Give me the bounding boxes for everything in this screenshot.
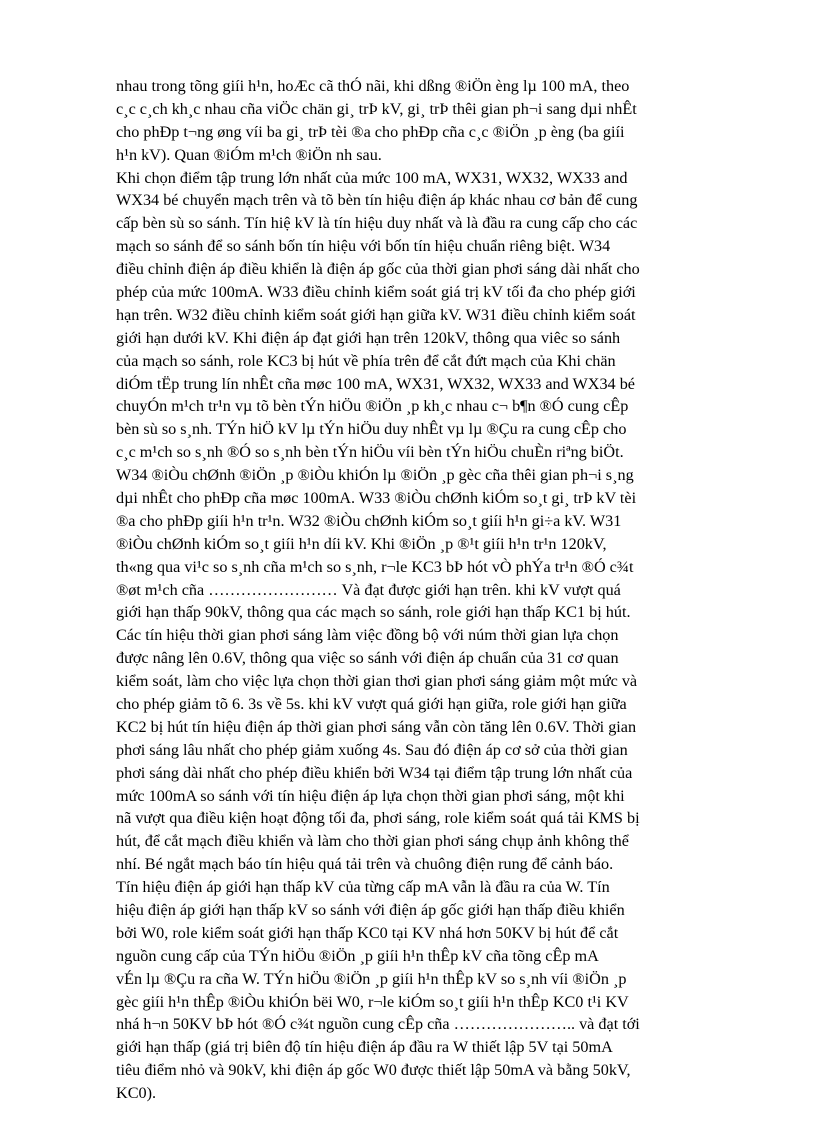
text-line: nã vượt qua điều kiện hoạt động tối đa, phơi sáng, role kiểm soát quá tải KMS bị [116,809,640,828]
text-line: cho phÐp t¬ng øng víi ba gi¸ trÞ tèi ®a cho phÐp cña c¸c ®iÖn ¸p èng (ba giíi [116,122,625,141]
text-line: nhí. Bé ngắt mạch báo tín hiệu quá tải trên và chuông điện rung để cảnh báo. [116,855,614,874]
text-line: chuyÓn m¹ch tr¹n vµ tõ bèn tÝn hiÖu ®iÖn ¸p kh¸c nhau c¬ b¶n ®Ó cung cÊp [116,397,629,416]
text-line: giới hạn dưới kV. Khi điện áp đạt giới hạn trên 120kV, thông qua viêc so sánh [116,328,621,347]
text-line: Khi chọn điểm tập trung lớn nhất của mức 100 mA, WX31, WX32, WX33 and [116,168,628,187]
text-line: hiệu điện áp giới hạn thấp kV so sánh với điện áp gốc giới hạn thấp điều khiển [116,901,625,919]
text-line: kiểm soát, làm cho việc lựa chọn thời gian thơi gian phơi sáng giảm một mức và [116,672,638,691]
text-line: tiêu điểm nhỏ và 90kV, khi điện áp gốc W0 được thiết lập 50mA và bằng 50kV, [116,1061,631,1080]
text-line: Các tín hiệu thời gian phơi sáng làm việc đồng bộ với núm thời gian lựa chọn [116,626,619,645]
text-line: diÓm tËp trung lín nhÊt cña møc 100 mA, WX31, WX32, WX33 and WX34 bé [116,374,635,393]
text-line: mức 100mA so sánh với tín hiệu điện áp lựa chọn thời gian phơi sáng, một khi [116,786,625,805]
text-line: Tín hiệu điện áp giới hạn thấp kV của từng cấp mA vẫn là đầu ra của W. Tín [116,878,610,897]
text-line: nhau trong tõng giíi h¹n, hoÆc cã thÓ nãi, khi dßng ®iÖn èng lµ 100 mA, theo [116,77,630,95]
text-line: phơi sáng dài nhất cho phép điều khiển bởi W34 tại điểm tập trung lớn nhất của [116,763,633,782]
text-line: hạn trên. W32 điều chỉnh kiểm soát giới hạn giữa kV. W31 điều chỉnh kiểm soát [116,305,636,324]
text-line: hút, để cắt mạch điều khiển và làm cho thời gian phơi sáng chụp ảnh không thể [116,832,629,851]
text-line: vÉn lµ ®Çu ra cña W. TÝn hiÖu ®iÖn ¸p giíi h¹n thÊp kV so s¸nh víi ®iÖn ¸p [116,969,627,988]
text-line: giới hạn thấp 90kV, thông qua các mạch so sánh, role giới hạn thấp KC1 bị hút. [116,603,631,622]
text-line: c¸c c¸ch kh¸c nhau cña viÖc chän gi¸ trÞ kV, gi¸ trÞ thêi gian ph¬i sang dµi nhÊt [116,99,637,118]
text-line: nhá h¬n 50KV bÞ hót ®Ó c¾t nguồn cung cÊp cña ………………….. và đạt tới [116,1015,640,1034]
text-line: ®iÒu chØnh kiÓm so¸t giíi h¹n díi kV. Khi ®iÖn ¸p ®¹t giíi h¹n tr¹n 120kV, [116,534,607,553]
text-line: phơi sáng lâu nhất cho phép giảm xuống 4s. Sau đó điện áp cơ sở của thời gian [116,740,628,759]
text-line: gèc giíi h¹n thÊp ®iÒu khiÓn bëi W0, r¬le kiÓm so¸t giíi h¹n thÊp KC0 t¹i KV [116,992,629,1011]
text-line: phép của mức 100mA. W33 điều chỉnh kiểm soát giá trị kV tối đa cho phép giới [116,283,636,301]
text-line: điều chỉnh điện áp điều khiển là điện áp gốc của thời gian phơi sáng dài nhất cho [116,260,640,279]
text-line: dµi nhÊt cho phÐp cña møc 100mA. W33 ®iÒu chØnh kiÓm so¸t gi¸ trÞ kV tèi [116,489,637,507]
text-line: của mạch so sánh, role KC3 bị hút về phía trên để cắt đứt mạch của Khi chän [116,351,616,370]
text-line: ®a cho phÐp giíi h¹n tr¹n. W32 ®iÒu chØnh kiÓm so¸t giíi h¹n gi÷a kV. W31 [116,511,622,530]
text-line: cấp bèn sù so sánh. Tín hiệ kV là tín hiệu duy nhất và là đầu ra cung cấp cho các [116,214,638,233]
text-line: ®øt m¹ch cña …………………… Và đạt được giới hạn trên. khi kV vượt quá [116,580,621,599]
text-line: c¸c m¹ch so s¸nh ®Ó so s¸nh bèn tÝn hiÖu víi bèn tÝn hiÖu chuÈn riªng biÖt. [116,443,624,462]
text-line: KC0). [116,1084,157,1103]
text-line: giới hạn thấp (giá trị biên độ tín hiệu điện áp đầu ra W thiết lập 5V tại 50mA [116,1038,613,1057]
text-line: bèn sù so s¸nh. TÝn hiÖ kV lµ tÝn hiÖu duy nhÊt vµ lµ ®Çu ra cung cÊp cho [116,420,627,439]
text-line: bởi W0, role kiểm soát giới hạn thấp KC0 tại KV nhá hơn 50KV bị hút để cắt [116,923,619,942]
text-line: KC2 bị hút tín hiệu điện áp thời gian phơi sáng vẫn còn tăng lên 0.6V. Thời gian [116,717,637,736]
text-line: W34 ®iÒu chØnh ®iÖn ¸p ®iÒu khiÓn lµ ®iÖn ¸p gèc cña thêi gian ph¬i s¸ng [116,466,634,485]
text-line: h¹n kV). Quan ®iÓm m¹ch ®iÖn nh sau. [116,145,382,164]
text-line: cho phép giảm tõ 6. 3s về 5s. khi kV vượt quá giới hạn giữa, role giới hạn giữa [116,695,627,713]
text-line: WX34 bé chuyển mạch trên và tõ bèn tín hiệu điện áp khác nhau cơ bản để cung [116,191,638,210]
text-line: nguồn cung cấp của TÝn hiÖu ®iÖn ¸p giíi h¹n thÊp kV cña tõng cÊp mA [116,946,599,965]
text-line: th«ng qua vi¹c so s¸nh cña m¹ch so s¸nh, r¬le KC3 bÞ hót vÒ phÝa tr¹n ®Ó c¾t [116,557,634,576]
text-line: được nâng lên 0.6V, thông qua việc so sánh với điện áp chuẩn của 31 cơ quan [116,649,619,668]
text-line: mạch so sánh để so sánh bốn tín hiệu với bốn tín hiệu chuẩn riêng biệt. W34 [116,237,611,256]
